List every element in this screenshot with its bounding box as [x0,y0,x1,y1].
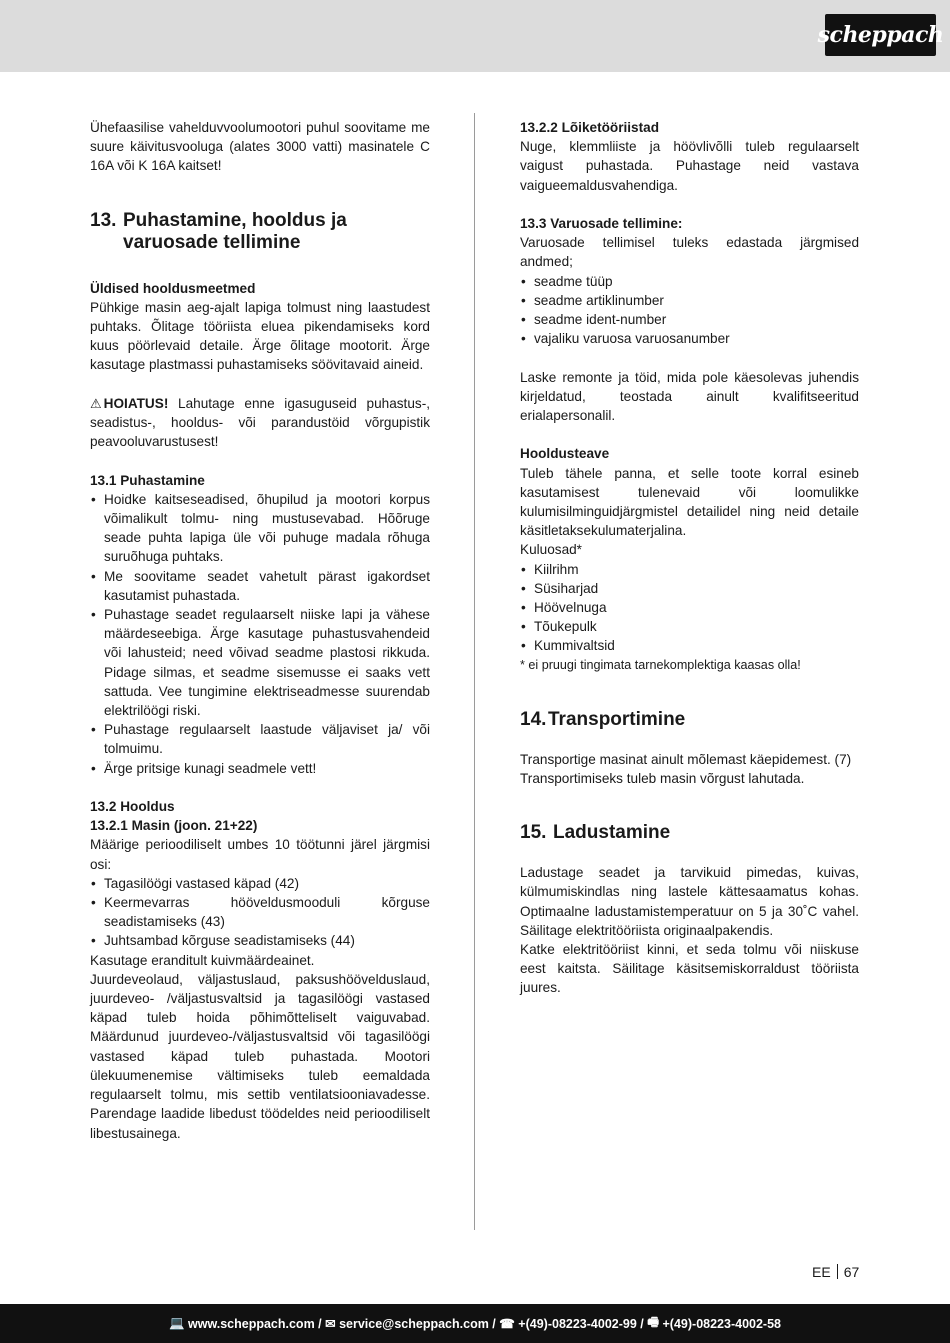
general-maintenance-text: Pühkige masin aeg-ajalt lapiga tolmust ning laastudest puhtaks. Õlitage tööriista eluea pikendamiseks kord kuus pöörlevaid detaile. Ärge õlitage mootorit. Ärge kasutage plastmassi puhastamiseks söövitavaid aineid. [90,299,430,373]
list-item: • Tagasilöögi vastased käpad (42) [90,874,430,893]
section-15-title: Ladustamine [553,822,671,844]
list-item: • Hoidke kaitseseadised, õhupilud ja mootori korpus võimalikult tolmu- ning mustusevabad. Hõõruge seade puhta lapiga üle või puhuge madala rõhuga suruõhuga puhtaks. [90,490,430,567]
section-14-title: Transportimine [548,708,686,730]
wear-parts-note: * ei pruugi tingimata tarnekomplektiga kaasas olla! [520,657,801,672]
page-number-value: 67 [843,1264,860,1280]
dry-lubricant-note: Kasutage eranditult kuivmäärdeainet. [90,952,315,968]
section-15-heading [520,822,859,844]
list-item: • vajaliku varuosa varuosanumber [520,329,859,348]
warning-paragraph [90,394,430,452]
section-13-title: Puhastamine, hooldus ja varuosade tellimine [123,209,347,253]
list-item: • Tõukepulk [520,617,859,636]
page-header [0,0,950,72]
list-item: • Höövelnuga [520,598,859,617]
cleaning-list [90,490,430,778]
section-13-number: 13. [90,209,117,231]
section-15-number: 15. [520,822,547,844]
section-13-heading [90,210,430,254]
section-13-1-heading: 13.1 Puhastamine [90,472,205,488]
lubrication-list [90,874,430,951]
section-13-3-text: Varuosade tellimisel tuleks edastada järgmised andmed; [520,235,859,270]
list-item: • Puhastage regulaarselt laastude väljaviset ja/ või tolmuimu. [90,720,430,758]
list-item: • Keermevarras hööveldusmooduli kõrguse seadistamiseks (43) [90,893,430,931]
phone-icon: ☎ [499,1317,519,1331]
repair-paragraph: Laske remonte ja töid, mida pole käesolevas juhendis kirjeldatud, teostada ainult kvalifitseeritud erialapersonalil. [520,369,859,424]
column-divider [474,113,475,1230]
footer-separator: / [314,1316,326,1331]
section-13-2-1-text: Määrige perioodiliselt umbes 10 töötunni järel järgmisi osi: [90,837,430,872]
list-item: • Puhastage seadet regulaarselt niiske lapi ja vähese määrdeseebiga. Ärge kasutage puhastusvahendeid või lahusteid; need võivad seadme plastosi rikkuda. Pidage silmas, et seadme sisemusse ei saaks vett sattuda. Vee tungimine elektriseadmesse suurendab elektrilöögi riski. [90,605,430,720]
section-13-2-heading: 13.2 Hooldus [90,799,175,815]
footer-website-link[interactable]: www.scheppach.com [188,1316,315,1331]
page-number [812,1264,859,1280]
list-item: • Juhtsambad kõrguse seadistamiseks (44) [90,931,430,950]
list-item: • Kummivaltsid [520,636,859,655]
resin-free-paragraph: Juurdeveolaud, väljastuslaud, paksushöövelduslaud, juurdeveo- /väljastusvaltsid ja tagasilöögi vastased käpad tuleb hoida põhimõtteliselt vaiguvabad. Määrdunud juurdeveo-/väljastusvaltsid või tagasilöögi vastased käpad tuleb puhastada. Mootori ülekuumenemise vältimiseks tuleb eemaldada regulaarselt tolmu, mis settib ventilatsiooniavadesse. Parendage laadide libedust töödeldes neid perioodiliselt libestusainega. [90,971,430,1141]
mail-icon: ✉ [325,1317,340,1331]
footer-separator: / [488,1316,500,1331]
spare-parts-list [520,272,859,349]
left-column [90,118,430,1143]
wear-parts-list [520,560,859,656]
section-15-text-2: Katke elektritööriist kinni, et seda tolmu või niiskuse eest kaitsta. Säilitage käsitsemiskorraldust tööriista juures. [520,942,859,996]
section-14-number: 14. [520,708,547,730]
section-14-heading [520,709,859,731]
section-13-2-1-heading: 13.2.1 Masin (joon. 21+22) [90,818,258,834]
list-item: • Kiilrihm [520,560,859,579]
wear-parts-label: Kuluosad* [520,542,582,558]
section-13-2-2-text: Nuge, klemmliiste ja höövlivõlli tuleb regulaarselt vaigust puhastada. Puhastage neid vastava vaigueemaldusvahendiga. [520,139,859,193]
footer-phone: +(49)-08223-4002-99 [518,1316,637,1331]
list-item: • seadme artiklinumber [520,291,859,310]
warning-icon: ⚠ [90,395,102,411]
section-14-text-2: Transportimiseks tuleb masin võrgust lahutada. [520,771,805,787]
list-item: • seadme ident-number [520,310,859,329]
list-item: • seadme tüüp [520,272,859,291]
service-info-heading: Hooldusteave [520,446,610,462]
footer-separator: / [636,1316,648,1331]
page-number-separator [837,1264,838,1279]
scheppach-logo: scheppach [825,14,936,56]
list-item: • Süsiharjad [520,579,859,598]
warning-text: Lahutage enne igasuguseid puhastus-, seadistus-, hooldus- või parandustöid võrgupistik peavooluvarustusest! [90,395,430,450]
footer-fax: +(49)-08223-4002-58 [662,1316,781,1331]
list-item: • Me soovitame seadet vahetult pärast igakordset kasutamist puhastada. [90,567,430,605]
list-item: • Ärge pritsige kunagi seadmele vett! [90,759,430,778]
page-footer [0,1304,950,1343]
section-13-3-heading: 13.3 Varuosade tellimine: [520,216,683,231]
right-column [520,118,859,998]
section-15-text-1: Ladustage seadet ja tarvikuid pimedas, kuivas, külmumiskindlas ning lastele kättesaamatus kohas. Optimaalne ladustamistemperatuur on 5 ja 30˚C vahel. Säilitage elektritööriista originaalpakendis. [520,865,859,938]
intro-paragraph: Ühefaasilise vahelduvvoolumootori puhul soovitame me suure käivitusvooluga (alates 3000 vatti) masinatele C 16A või K 16A kaitset! [90,120,430,174]
fax-icon: 🖷 [647,1315,663,1329]
general-maintenance-heading: Üldised hooldusmeetmed [90,280,256,296]
footer-email-link[interactable]: service@scheppach.com [339,1316,489,1331]
service-info-text: Tuleb tähele panna, et selle toote korral esineb kasutamisest tulenevaid või loomulikke kulumisilminguidjärgmistel detailidel ning neid detaile käsitletaksekulumaterjalina. [520,465,859,539]
language-code: EE [812,1264,831,1280]
section-14-text-1: Transportige masinat ainult mõlemast käepidemest. (7) [520,751,852,767]
computer-icon: 💻 [168,1316,189,1330]
warning-label: HOIATUS! [103,395,169,411]
section-13-2-2-heading: 13.2.2 Lõiketööriistad [520,120,660,135]
